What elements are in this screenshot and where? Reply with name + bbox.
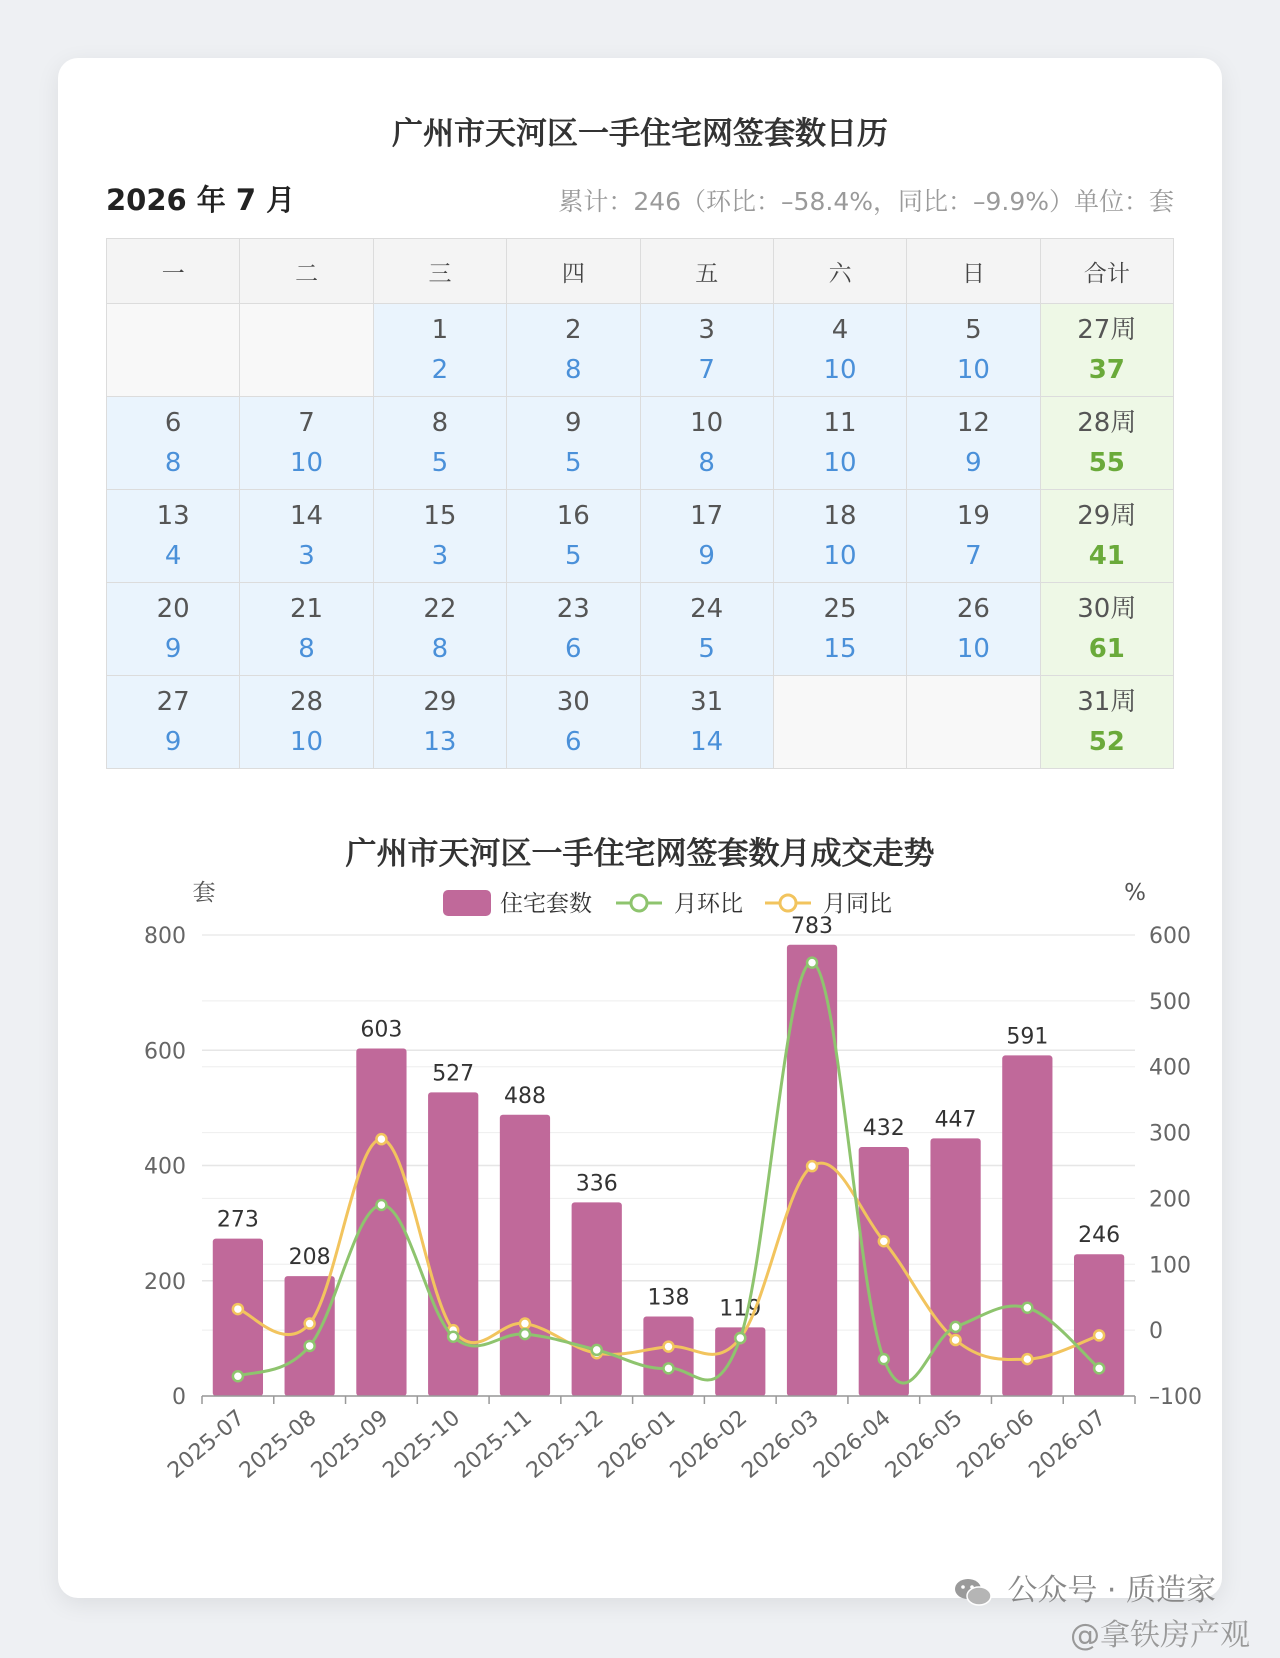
y2-tick-label: –100 [1149, 1385, 1202, 1410]
wechat-icon [954, 1577, 992, 1607]
total-header: 合计 [1040, 239, 1173, 304]
line-point [664, 1342, 674, 1352]
bar [500, 1115, 550, 1396]
line-point [1094, 1330, 1104, 1340]
line-point [807, 958, 817, 968]
weekday-header: 四 [507, 239, 640, 304]
bar-data-label: 783 [791, 913, 834, 939]
week-total: 61 [1088, 634, 1125, 664]
line-point [1022, 1354, 1032, 1364]
day-value: 7 [965, 541, 982, 571]
bar [930, 1138, 980, 1396]
day-number: 22 [423, 594, 457, 624]
footer-handle: @拿铁房产观 [1070, 1618, 1250, 1653]
x-tick-label: 2025-09 [306, 1405, 394, 1484]
day-number: 18 [823, 501, 857, 531]
x-tick-label: 2025-11 [450, 1405, 537, 1484]
week-total: 52 [1088, 727, 1125, 757]
bar-data-label: 336 [575, 1171, 618, 1197]
line-point [305, 1341, 315, 1351]
legend-label: 月同比 [823, 891, 892, 917]
day-number: 26 [956, 594, 990, 624]
day-value: 10 [290, 448, 324, 478]
line-point [305, 1319, 315, 1329]
x-tick-label: 2025-12 [522, 1405, 609, 1484]
day-value: 6 [565, 634, 582, 664]
line-point [592, 1345, 602, 1355]
line-point [951, 1335, 961, 1345]
line-point [879, 1354, 889, 1364]
month-summary: 累计：246（环比：–58.4%，同比：–9.9%）单位：套 [558, 187, 1174, 216]
day-value: 13 [423, 727, 457, 757]
x-tick-label: 2026-03 [737, 1405, 824, 1484]
bar [1074, 1254, 1124, 1396]
day-value: 7 [698, 355, 715, 385]
day-value: 6 [565, 727, 582, 757]
y2-tick-label: 0 [1149, 1319, 1163, 1345]
bar-data-label: 208 [288, 1245, 331, 1271]
line-point [664, 1363, 674, 1373]
week-label: 30周 [1077, 594, 1137, 624]
line-point [233, 1371, 243, 1381]
day-value: 8 [164, 448, 182, 478]
x-tick-label: 2026-06 [952, 1405, 1040, 1484]
weekday-header: 日 [907, 239, 1040, 304]
weekday-header: 一 [107, 239, 240, 304]
calendar-title: 广州市天河区一手住宅网签套数日历 [392, 116, 888, 152]
day-value: 9 [164, 727, 182, 757]
line-point [520, 1319, 530, 1329]
weekday-header: 五 [640, 239, 773, 304]
chart-title: 广州市天河区一手住宅网签套数月成交走势 [345, 836, 935, 872]
week-total: 55 [1088, 448, 1125, 478]
day-number: 10 [690, 408, 724, 438]
x-tick-label: 2026-07 [1024, 1405, 1111, 1484]
week-label: 31周 [1077, 687, 1137, 717]
y2-tick-label: 300 [1149, 1121, 1191, 1147]
y-tick-label: 0 [172, 1385, 186, 1410]
x-tick-label: 2026-01 [593, 1405, 681, 1484]
bar [572, 1202, 622, 1396]
bar-data-label: 119 [719, 1296, 762, 1322]
weekday-header: 三 [373, 239, 506, 304]
line-point [735, 1333, 745, 1343]
y2-tick-label: 400 [1149, 1055, 1191, 1081]
bar-data-label: 488 [503, 1083, 546, 1109]
day-number: 4 [831, 315, 849, 345]
x-tick-label: 2025-08 [235, 1405, 322, 1484]
bar-data-label: 273 [216, 1207, 259, 1233]
week-label: 28周 [1077, 408, 1137, 438]
day-value: 8 [698, 448, 715, 478]
day-value: 10 [290, 727, 324, 757]
x-tick-label: 2026-05 [880, 1405, 968, 1484]
day-value: 10 [956, 355, 990, 385]
footer-account-text: 公众号 · 质造家 [1007, 1573, 1216, 1608]
y-axis-label: 套 [192, 880, 216, 906]
week-total: 41 [1088, 541, 1125, 571]
bar-data-label: 246 [1078, 1223, 1121, 1249]
day-number: 28 [290, 687, 324, 717]
bar-data-label: 432 [862, 1116, 905, 1142]
y-tick-label: 400 [144, 1154, 186, 1180]
day-value: 5 [431, 448, 449, 478]
day-value: 14 [690, 727, 724, 757]
line-point [520, 1329, 530, 1339]
day-value: 9 [698, 541, 715, 571]
line-point [879, 1236, 889, 1246]
day-number: 27 [156, 687, 190, 717]
day-number: 2 [565, 315, 582, 345]
day-number: 21 [290, 594, 324, 624]
day-number: 20 [156, 594, 190, 624]
x-tick-label: 2026-04 [809, 1405, 896, 1484]
bar [285, 1276, 335, 1396]
day-number: 29 [423, 687, 457, 717]
line-point [376, 1134, 386, 1144]
day-value: 9 [965, 448, 982, 478]
day-number: 24 [690, 594, 724, 624]
line-point [448, 1332, 458, 1342]
day-number: 1 [431, 315, 449, 345]
day-number: 7 [298, 408, 315, 438]
day-number: 30 [556, 687, 590, 717]
x-tick-label: 2025-07 [163, 1405, 250, 1484]
line-point [807, 1161, 817, 1171]
legend-swatch [443, 890, 491, 916]
week-label: 27周 [1077, 315, 1137, 345]
y2-tick-label: 600 [1149, 924, 1191, 949]
legend-swatch [631, 895, 647, 911]
x-tick-label: 2025-10 [378, 1405, 466, 1484]
day-value: 2 [431, 355, 449, 385]
month-label: 2026 年 7 月 [106, 183, 296, 217]
day-number: 13 [156, 501, 190, 531]
bar [643, 1316, 693, 1396]
day-value: 5 [565, 541, 582, 571]
bar [428, 1092, 478, 1396]
day-value: 10 [823, 541, 857, 571]
day-number: 3 [698, 315, 715, 345]
day-number: 25 [823, 594, 857, 624]
legend-label: 住宅套数 [500, 891, 592, 917]
weekday-header: 二 [240, 239, 373, 304]
day-value: 8 [431, 634, 449, 664]
bar-data-label: 603 [360, 1017, 403, 1043]
bar-data-label: 527 [432, 1061, 475, 1087]
day-value: 5 [698, 634, 715, 664]
line-point [233, 1304, 243, 1314]
x-tick-label: 2026-02 [665, 1405, 753, 1484]
week-label: 29周 [1077, 501, 1137, 531]
weekday-header: 六 [773, 239, 906, 304]
day-value: 10 [956, 634, 990, 664]
legend-label: 月环比 [674, 891, 743, 917]
bar [1002, 1055, 1052, 1396]
day-value: 8 [565, 355, 582, 385]
y-tick-label: 800 [144, 924, 186, 949]
day-value: 3 [431, 541, 449, 571]
line-point [1094, 1363, 1104, 1373]
day-number: 6 [164, 408, 182, 438]
line-point [376, 1200, 386, 1210]
bar-data-label: 447 [934, 1107, 977, 1133]
day-value: 8 [298, 634, 315, 664]
bar-data-label: 591 [1006, 1024, 1049, 1050]
day-number: 11 [823, 408, 857, 438]
y-tick-label: 200 [144, 1269, 186, 1295]
day-number: 9 [565, 408, 582, 438]
day-number: 12 [956, 408, 990, 438]
day-value: 10 [823, 448, 857, 478]
day-number: 8 [431, 408, 449, 438]
y2-tick-label: 500 [1149, 989, 1191, 1015]
day-value: 15 [823, 634, 857, 664]
line-point [1022, 1303, 1032, 1313]
day-value: 5 [565, 448, 582, 478]
week-total: 37 [1088, 355, 1125, 385]
footer-account [954, 1565, 1216, 1609]
day-number: 5 [965, 315, 982, 345]
y-tick-label: 600 [144, 1039, 186, 1065]
day-number: 19 [956, 501, 990, 531]
day-value: 9 [164, 634, 182, 664]
day-number: 31 [690, 687, 724, 717]
day-value: 4 [164, 541, 182, 571]
day-number: 17 [690, 501, 724, 531]
bar-data-label: 138 [647, 1285, 690, 1311]
y2-axis-label: % [1124, 880, 1146, 906]
day-number: 23 [556, 594, 590, 624]
y2-tick-label: 200 [1149, 1187, 1191, 1213]
day-number: 16 [556, 501, 590, 531]
y2-tick-label: 100 [1149, 1253, 1191, 1279]
line-point [951, 1322, 961, 1332]
day-number: 15 [423, 501, 457, 531]
legend-swatch [780, 895, 796, 911]
day-value: 3 [298, 541, 315, 571]
day-value: 10 [823, 355, 857, 385]
day-number: 14 [290, 501, 324, 531]
